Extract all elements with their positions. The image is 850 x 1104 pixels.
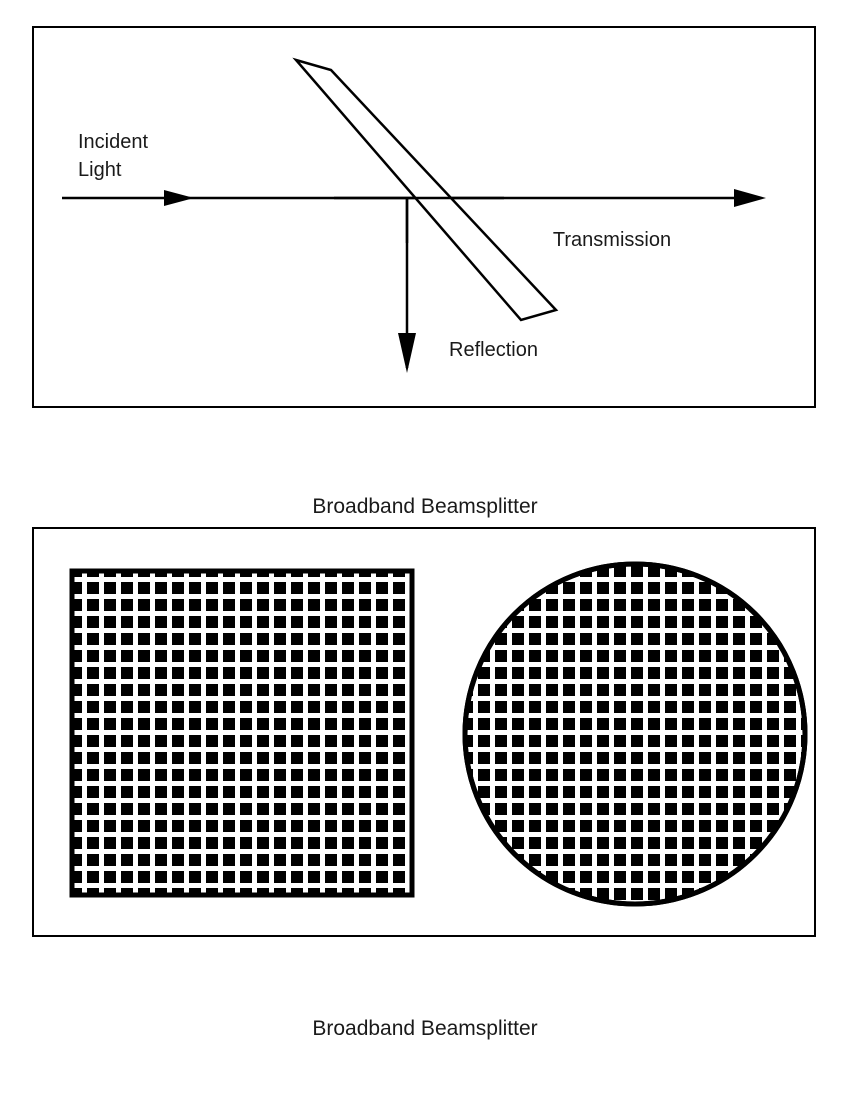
square-optic-pattern [74, 573, 410, 893]
beamsplitter-shapes-diagram [34, 529, 814, 935]
beamsplitter-plate [296, 60, 556, 320]
reflection-arrowhead-icon [398, 333, 416, 373]
figure-2-caption [0, 954, 850, 1104]
figure-1-caption-line1: Broadband Beamsplitter [312, 495, 538, 518]
figure-2-frame [32, 527, 816, 937]
incident-light-label-line1: Incident [78, 131, 149, 153]
transmission-label: Transmission [552, 229, 672, 251]
figure-1-frame [32, 26, 816, 408]
square-optic [72, 571, 412, 895]
incident-light-label-line2: Light [78, 159, 122, 181]
figure-2-caption-line1: Broadband Beamsplitter [312, 1017, 538, 1040]
round-optic [462, 561, 812, 909]
incident-arrowhead-icon [164, 190, 194, 206]
transmission-arrowhead-icon [734, 189, 766, 207]
beamsplitter-45-degree-diagram [34, 28, 814, 406]
reflection-label: Reflection [449, 339, 538, 361]
